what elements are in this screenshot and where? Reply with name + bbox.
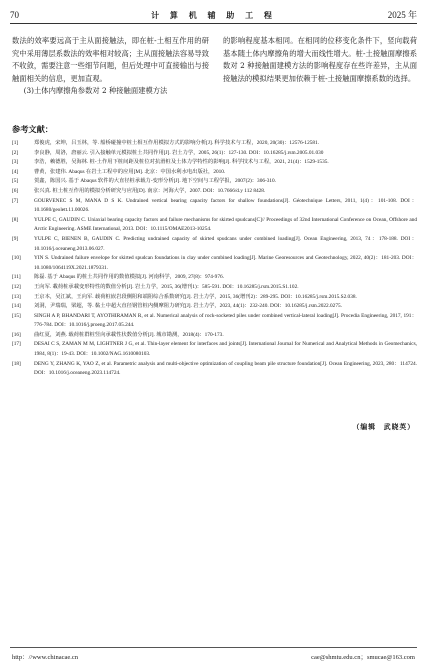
reference-text: 郑俊虎，宋坤，吕玉林，等. 船桥碰撞中桩土相互作用模拟方式的影响分析[J]. 科学技术与工程，2020, 20(30)：12576-12581.: [34, 140, 319, 146]
reference-list: [12, 139, 417, 379]
reference-text: 贺鑫，陈国兴. 基于 Abaqus 软件的大直径桩承载力-变形分析[J]. 地下空间与工程学报，2007(2)：306-310.: [34, 178, 277, 185]
reference-text: GOURVENEC S M, MANA D S K. Undrained vertical bearing capacity factors for shallow foundations[J]. Géotechnique Letters, 2011, 1(4)：101-108. DOI：10.1680/geolett.11.00026.: [34, 197, 417, 214]
reference-text: YULPE C, GAUDIN C. Uniaxial bearing capacity factors and failure mechanisms for skirted spudcans[C]// Proceedings of 32nd International Conference on Ocean, Offshore and Arctic Engineering. ASME International, 2013. DOI：10.1115/OMAE2013-10254.: [34, 216, 417, 233]
reference-number: [2]: [12, 149, 19, 156]
reference-item: [12, 177, 417, 187]
reference-text: 李良静，周洛，唐丽云. 引入接触单元模拟桩土共同作用[J]. 岩土力学，2005, 26(1)：127-130. DOI：10.16285/j.rsm.2005.01.030: [34, 149, 324, 156]
footer-website[interactable]: http：//www.chinacae.cn: [12, 654, 78, 661]
reference-number: [13]: [12, 293, 21, 300]
reference-text: DENG Y, ZHANG K, YAO Z, et al. Parametric analysis and multi-objective optimization of coupling beam pile structure foundation[J]. Ocean Engineering, 2023, 280：114724. DOI：10.1016/j.oceaneng.2023.114724.: [34, 360, 417, 377]
reference-text: 陈磊. 基于 Abaqus 的桩土共同作用的数值模拟[J]. 河南科学，2009, 27(8)：974-976.: [34, 274, 224, 281]
reference-item: [12, 273, 417, 283]
header-divider: [10, 23, 417, 24]
reference-item: [12, 302, 417, 312]
reference-text: YULPE C, BIENEN B, GAUDIN C. Predicting undrained capacity of skirted spudcans under combined loading[J]. Ocean Engineering, 2013, 74：178-188. DOI：10.1016/j.oceaneng.2013.06.027.: [34, 235, 417, 252]
reference-item: [12, 235, 417, 254]
reference-number: [5]: [12, 178, 19, 185]
reference-item: [12, 187, 417, 197]
reference-number: [18]: [12, 360, 21, 367]
reference-item: [12, 340, 417, 359]
conclusion-paragraph-2: 数法的效率要远高于主从面接触法，即在桩-土相互作用的研究中采用薄层系数法的效率相对较高；主从面接触法容易导致不收敛，需要注意一些细节问题，但后处理中可直接输出与接触面相关的信息，更加直观。: [12, 36, 210, 83]
reference-number: [11]: [12, 274, 21, 281]
reference-item: [12, 331, 417, 341]
reference-number: [1]: [12, 140, 19, 146]
reference-text: DESAI C S, ZAMAN M M, LIGHTNER J G, et al. Thin-layer element for interfaces and joints[J]. International Journal for Numerical and Analytical Methods in Geomechanics, 1984, 8(1)：19-43. DOI：10.1002/NAG.1610080103.: [34, 341, 417, 358]
reference-item: [12, 360, 417, 379]
reference-number: [12]: [12, 283, 21, 290]
reference-item: [12, 149, 417, 159]
reference-item: [12, 312, 417, 331]
reference-number: [3]: [12, 159, 19, 166]
reference-number: [7]: [12, 197, 19, 204]
reference-text: 李浩，赖德胜，吴海林. 桩-土作用下桩间距及桩位对抗滑桩及土体力学特性的影响[J]. 科学技术与工程，2021, 21(4)：1529-1535.: [34, 159, 329, 166]
page-header: [10, 8, 417, 22]
reference-number: [9]: [12, 235, 19, 242]
body-column-right: [223, 35, 417, 85]
conclusion-paragraph-3-continued: 的影响程度基本相同。在相同的位移变化条件下，竖向载荷基本随土体内摩擦角的增大而线性增大。桩-土接触面摩擦系数对 2 种接触面建模方法的影响程度存在些许差异，主从面接触法的模拟结果更加依赖于桩-土接触面摩擦系数的选择。: [223, 36, 417, 83]
reference-number: [16]: [12, 331, 21, 338]
reference-number: [8]: [12, 216, 19, 223]
page-number: 70: [10, 10, 19, 20]
footer-divider: [10, 647, 417, 648]
conclusion-paragraph-3: (3)土体内摩擦角参数对 2 种接触面建模方法: [23, 86, 168, 96]
publication-year: 2025 年: [387, 10, 417, 20]
reference-item: [12, 254, 417, 273]
reference-number: [6]: [12, 187, 19, 194]
reference-text: 张兴真. 桩土桩互作用的模拟分析研究与应用[D]. 南京：河海大学，2007. DOI：10.7666/d.y 112 8428.: [34, 187, 266, 194]
reference-item: [12, 216, 417, 235]
reference-text: 曹黄，张建伟. Abaqus 在岩土工程中的应用[M]. 北京：中国水利水电出版社，2010.: [34, 168, 226, 175]
references-heading: 参考文献：: [12, 124, 53, 134]
reference-item: [12, 158, 417, 168]
reference-text: SINGH A P, BHANDARI T, AYOTHIRAMAN R, et al. Numerical analysis of rock-socketed piles under combined vertical-lateral loading[J]. Procedia Engineering, 2017, 191：776-784. DOI：10.1016/j.proeng.2017.05.244.: [34, 312, 417, 329]
reference-text: 刘洞，尹瑞瑞，梁超，等. 黏土中超大直径钢管桩内侧摩阻力研究[J]. 岩土力学，2023, 44(1)：232-240. DOI：10.16285/j.rsm.2022.0275.: [34, 303, 342, 310]
reference-number: [17]: [12, 341, 21, 348]
reference-number: [4]: [12, 168, 19, 175]
reference-item: [12, 197, 417, 216]
reference-text: 曲红夏，刘燕. 载荷桩群桩竖向承載性状数值分析[J]. 城市勘测，2018(4)：170-173.: [34, 331, 224, 338]
reference-item: [12, 283, 417, 293]
reference-item: [12, 139, 417, 149]
reference-item: [12, 293, 417, 303]
reference-item: [12, 168, 417, 178]
editor-credit: （编辑 武晓英）: [352, 423, 415, 431]
reference-number: [10]: [12, 255, 21, 262]
body-column-left: [12, 35, 209, 98]
reference-number: [15]: [12, 312, 21, 319]
reference-text: 王向军. 載荷桩承載变形特性的数值分析[J]. 岩土力学，2015, 36(增刊1)：585-591. DOI：10.16285/j.rsm.2015.S1.102.: [34, 283, 299, 290]
reference-number: [14]: [12, 303, 21, 310]
journal-title: 计 算 机 辅 助 工 程: [151, 10, 276, 20]
reference-text: 王京本，吴江斌，王向军. 载荷桩嵌岩段侧阻和端阻综合系数研究[J]. 岩土力学，2015, 36(增刊2)：289-295. DOI：10.16285/j.rsm.2015.S2.038.: [34, 293, 357, 300]
footer-email[interactable]: cae@shmtu.edu.cn；smucae@163.com: [311, 654, 415, 661]
reference-text: YIN S. Undrained failure envelope for skirted spudcan foundations in clay under combined loading[J]. Marine Georesources and Geotechnology, 2022, 40(2)：181-203. DOI：10.1080/1064119X.2021.1879331.: [34, 255, 417, 271]
